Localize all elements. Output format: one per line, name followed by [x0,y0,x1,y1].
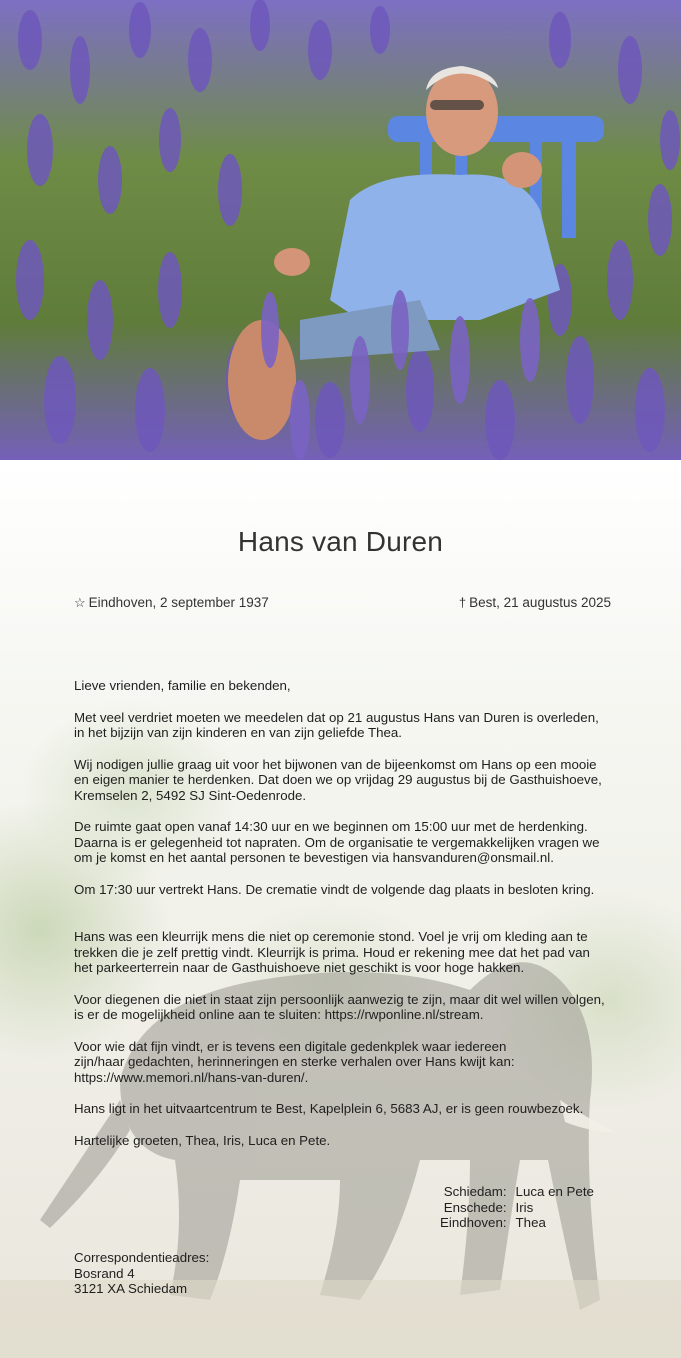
paragraph-announcement: Met veel verdriet moeten we meedelen dat op 21 augustus Hans van Duren is overleden, in het bijzijn van zijn kinderen en van zijn geliefde Thea. [74,709,599,740]
signature-names: Luca en Pete [515,1184,594,1199]
paragraph-stream: Voor diegenen die niet in staat zijn persoonlijk aanwezig te zijn, maar dit wel willen volgen, is er de mogelijkheid online aan te sluiten: https://rwponline.nl/stream. [74,991,605,1022]
address-label: Correspondentieadres: [74,1250,210,1265]
signature-row [440,1215,594,1231]
death-text: Best, 21 augustus 2025 [469,595,611,610]
birth-line [74,595,269,611]
signature-place: Eindhoven: [440,1215,507,1230]
signature-row [440,1184,594,1200]
death-line [459,595,611,610]
paragraph-schedule: De ruimte gaat open vanaf 14:30 uur en we beginnen om 15:00 uur met de herdenking. Daarna is er gelegenheid tot napraten. Om de organisatie te vergemakkelijken vragen we om je komst en het aantal personen te bevestigen via hansvanduren@onsmail.nl. [74,819,600,865]
paragraph-departure: Om 17:30 uur vertrekt Hans. De crematie vindt de volgende dag plaats in besloten kring. [74,881,595,897]
message-body [74,678,634,1164]
signature-names: Iris [515,1199,534,1215]
cross-icon: † [458,595,467,610]
address-street: Bosrand 4 [74,1265,135,1281]
salutation: Lieve vrienden, familie en bekenden, [74,678,291,693]
signatures [440,1184,594,1231]
birth-text: Eindhoven, 2 september 1937 [88,595,269,610]
deceased-name: Hans van Duren [237,526,444,557]
signature-place: Enschede: [443,1199,507,1215]
paragraph-invitation: Wij nodigen jullie graag uit voor het bijwonen van de bijeenkomst om Hans op een mooie en eigen manier te herdenken. Dat doen we op vrijdag 29 augustus bij de Gasthuishoeve, Kremselen 2, 5492 SJ Sint-Oedenrode. [74,756,602,803]
star-icon: ☆ [74,595,86,610]
signature-place: Schiedam: [443,1184,507,1199]
signature-names: Thea [515,1215,546,1230]
paragraph-viewing: Hans ligt in het uitvaartcentrum te Best, Kapelplein 6, 5683 AJ, er is geen rouwbezoek. [74,1101,584,1116]
paragraph-dresscode: Hans was een kleurrijk mens die niet op ceremonie stond. Voel je vrij om kleding aan te trekken die je zelf prettig vindt. Kleurrijk is prima. Houd er rekening mee dat het pad van het parkeerterrein naar de Gasthuishoeve niet geschikt is voor hoge hakken. [74,929,590,975]
closing: Hartelijke groeten, Thea, Iris, Luca en Pete. [74,1132,331,1148]
signature-row [440,1200,594,1216]
correspondence-address [74,1250,209,1297]
paragraph-memorial: Voor wie dat fijn vindt, er is tevens een digitale gedenkplek waar iedereen zijn/haar gedachten, herinneringen en sterke verhalen over Hans kwijt kan: https://www.memori.nl/hans-van-duren/. [74,1038,515,1085]
address-city: 3121 XA Schiedam [74,1281,188,1296]
